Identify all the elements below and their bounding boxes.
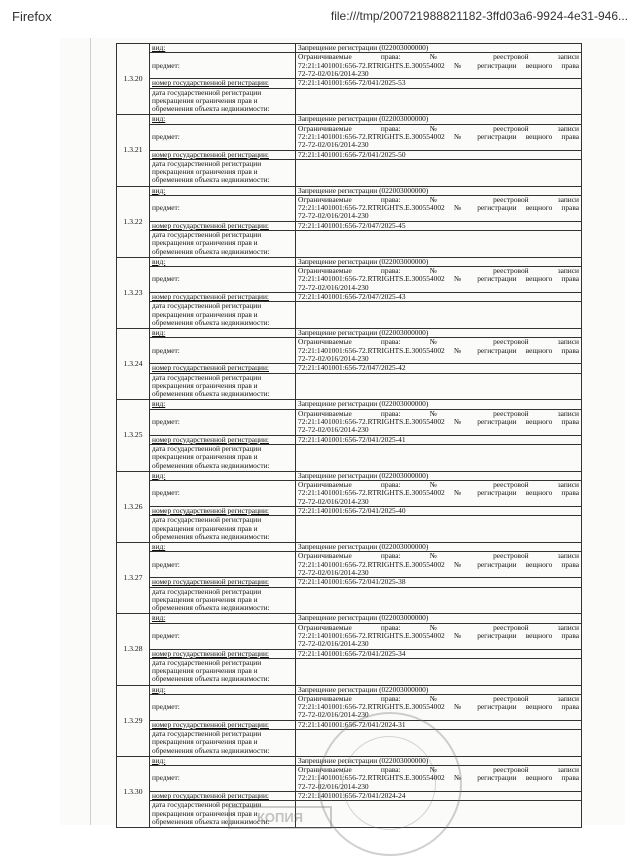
value-termination-date [296,516,582,543]
label-vid: вид: [150,44,296,53]
value-subject [296,124,582,150]
subject-line: 72:21:1401001:656-72.RTRIGHTS.E.300554002 № регистрации вещного права [298,630,579,640]
copy-stamp: КОПИЯ [228,806,332,829]
entry-row-subject [117,53,582,79]
value-vid: Запрещение регистрации (022003000000) [296,400,582,409]
entry-row-vid [117,186,582,195]
entry-number: 1.3.21 [117,115,150,186]
subject-line: Ограничиваемые права: № реестровой записи [298,266,579,276]
subject-line: 72-72-02/016/2014-230 [298,639,369,649]
entry-number: 1.3.27 [117,542,150,613]
subject-line: 72-72-02/016/2014-230 [298,781,369,791]
value-regnum: 72:21:1401001:656-72/041/2024-31 [296,720,582,729]
value-subject [296,552,582,578]
entry-row-termination-date [117,302,582,329]
label-termination-date: дата государственной регистрации прекращения ограничения прав и обременения объекта недвижимости: [150,445,296,472]
value-subject [296,53,582,79]
value-regnum: 72:21:1401001:656-72/041/2024-24 [296,792,582,801]
value-regnum: 72:21:1401001:656-72/041/2025-38 [296,578,582,587]
entry-number: 1.3.26 [117,471,150,542]
subject-line: 72-72-02/016/2014-230 [298,710,369,720]
label-regnum: номер государственной регистрации: [150,792,296,801]
label-regnum: номер государственной регистрации: [150,649,296,658]
entry-number: 1.3.24 [117,329,150,400]
subject-line: 72:21:1401001:656-72.RTRIGHTS.E.300554002 № регистрации вещного права [298,131,579,141]
value-termination-date [296,658,582,685]
label-termination-date: дата государственной регистрации прекращения ограничения прав и обременения объекта недвижимости: [150,587,296,614]
label-regnum: номер государственной регистрации: [150,150,296,159]
subject-line: 72-72-02/016/2014-230 [298,567,369,577]
label-regnum: номер государственной регистрации: [150,435,296,444]
entry-row-termination-date [117,88,582,115]
entry-row-subject [117,409,582,435]
value-termination-date [296,445,582,472]
label-regnum: номер государственной регистрации: [150,578,296,587]
entry-row-subject [117,338,582,364]
subject-line: Ограничиваемые права: № реестровой записи [298,337,579,347]
subject-line: Ограничиваемые права: № реестровой записи [298,694,579,703]
entry-number: 1.3.29 [117,685,150,756]
entry-row-vid [117,685,582,694]
entry-number: 1.3.30 [117,756,150,827]
entry-row-vid [117,329,582,338]
entry-row-regnum [117,578,582,587]
value-vid: Запрещение регистрации (022003000000) [296,685,582,694]
value-vid: Запрещение регистрации (022003000000) [296,471,582,480]
subject-line: 72:21:1401001:656-72.RTRIGHTS.E.300554002 № регистрации вещного права [298,559,579,569]
value-termination-date [296,231,582,258]
value-regnum: 72:21:1401001:656-72/047/2025-42 [296,364,582,373]
subject-line: 72:21:1401001:656-72.RTRIGHTS.E.300554002 № регистрации вещного права [298,203,579,213]
page-margin-line [90,38,91,825]
entry-row-regnum [117,506,582,515]
subject-line: 72:21:1401001:656-72.RTRIGHTS.E.300554002 № регистрации вещного права [298,488,579,498]
value-subject [296,694,582,720]
value-regnum: 72:21:1401001:656-72/047/2025-45 [296,221,582,230]
label-subject: предмет: [150,480,296,506]
label-subject: предмет: [150,766,296,792]
label-vid: вид: [150,614,296,623]
value-subject [296,338,582,364]
value-vid: Запрещение регистрации (022003000000) [296,115,582,124]
subject-line: 72:21:1401001:656-72.RTRIGHTS.E.300554002 № регистрации вещного права [298,417,579,426]
label-termination-date: дата государственной регистрации прекращения ограничения прав и обременения объекта недвижимости: [150,801,296,828]
subject-line: 72-72-02/016/2014-230 [298,282,369,292]
value-vid: Запрещение регистрации (022003000000) [296,44,582,53]
entry-row-termination-date [117,516,582,543]
entry-row-subject [117,195,582,221]
value-vid: Запрещение регистрации (022003000000) [296,186,582,195]
subject-line: 72-72-02/016/2014-230 [298,68,369,78]
subject-line: 72-72-02/016/2014-230 [298,496,369,506]
entry-row-regnum [117,649,582,658]
label-regnum: номер государственной регистрации: [150,79,296,88]
entry-row-subject [117,124,582,150]
value-regnum: 72:21:1401001:656-72/047/2025-43 [296,293,582,302]
label-subject: предмет: [150,623,296,649]
entry-row-regnum [117,435,582,444]
entry-row-regnum [117,364,582,373]
value-vid: Запрещение регистрации (022003000000) [296,257,582,266]
entry-row-subject [117,552,582,578]
subject-line: Ограничиваемые права: № реестровой записи [298,623,579,632]
label-regnum: номер государственной регистрации: [150,364,296,373]
label-termination-date: дата государственной регистрации прекращения ограничения прав и обременения объекта недвижимости: [150,730,296,757]
label-subject: предмет: [150,53,296,79]
official-seal-inner-ring [342,736,436,830]
value-subject [296,623,582,649]
value-subject [296,195,582,221]
entry-number: 1.3.20 [117,44,150,115]
entry-row-vid [117,400,582,409]
registration-table [116,43,582,828]
value-regnum: 72:21:1401001:656-72/041/2025-50 [296,150,582,159]
subject-line: 72-72-02/016/2014-230 [298,425,369,435]
subject-line: 72-72-02/016/2014-230 [298,354,369,364]
label-vid: вид: [150,400,296,409]
app-title: Firefox [12,9,52,24]
value-regnum: 72:21:1401001:656-72/041/2025-34 [296,649,582,658]
entry-row-regnum [117,221,582,230]
subject-line: Ограничиваемые права: № реестровой записи [298,409,579,418]
subject-line: 72:21:1401001:656-72.RTRIGHTS.E.300554002 № регистрации вещного права [298,702,579,712]
label-vid: вид: [150,115,296,124]
entry-row-vid [117,471,582,480]
entry-row-termination-date [117,231,582,258]
subject-line: Ограничиваемые права: № реестровой записи [298,124,579,133]
value-vid: Запрещение регистрации (022003000000) [296,614,582,623]
entry-row-vid [117,614,582,623]
label-vid: вид: [150,329,296,338]
entry-row-subject [117,480,582,506]
entry-row-subject [117,267,582,293]
entry-row-regnum [117,79,582,88]
label-vid: вид: [150,257,296,266]
label-termination-date: дата государственной регистрации прекращения ограничения прав и обременения объекта недвижимости: [150,516,296,543]
label-vid: вид: [150,186,296,195]
value-subject [296,480,582,506]
label-subject: предмет: [150,195,296,221]
entry-row-termination-date [117,373,582,400]
value-regnum: 72:21:1401001:656-72/041/2025-53 [296,79,582,88]
address-bar[interactable]: file:///tmp/200721988821182-3ffd03a6-9924-4e31-946... [330,9,628,23]
label-regnum: номер государственной регистрации: [150,221,296,230]
subject-line: 72:21:1401001:656-72.RTRIGHTS.E.300554002 № регистрации вещного права [298,274,579,284]
label-vid: вид: [150,756,296,765]
label-vid: вид: [150,542,296,551]
label-termination-date: дата государственной регистрации прекращения ограничения прав и обременения объекта недвижимости: [150,231,296,258]
label-termination-date: дата государственной регистрации прекращения ограничения прав и обременения объекта недвижимости: [150,658,296,685]
value-vid: Запрещение регистрации (022003000000) [296,756,582,765]
value-termination-date [296,159,582,186]
label-termination-date: дата государственной регистрации прекращения ограничения прав и обременения объекта недвижимости: [150,373,296,400]
subject-line: Ограничиваемые права: № реестровой записи [298,52,579,62]
value-regnum: 72:21:1401001:656-72/041/2025-41 [296,435,582,444]
entry-row-termination-date [117,587,582,614]
label-subject: предмет: [150,694,296,720]
entry-row-regnum [117,150,582,159]
value-vid: Запрещение регистрации (022003000000) [296,542,582,551]
subject-line: Ограничиваемые права: № реестровой записи [298,195,579,204]
label-subject: предмет: [150,552,296,578]
value-regnum: 72:21:1401001:656-72/041/2025-40 [296,506,582,515]
value-termination-date [296,302,582,329]
entry-number: 1.3.22 [117,186,150,257]
label-termination-date: дата государственной регистрации прекращения ограничения прав и обременения объекта недвижимости: [150,302,296,329]
entry-number: 1.3.28 [117,614,150,685]
subject-line: 72-72-02/016/2014-230 [298,140,369,150]
subject-line: 72:21:1401001:656-72.RTRIGHTS.E.300554002 № регистрации вещного права [298,345,579,355]
label-vid: вид: [150,685,296,694]
entry-row-subject [117,623,582,649]
entry-number: 1.3.25 [117,400,150,471]
value-termination-date [296,587,582,614]
subject-line: Ограничиваемые права: № реестровой записи [298,551,579,561]
label-termination-date: дата государственной регистрации прекращения ограничения прав и обременения объекта недвижимости: [150,88,296,115]
entry-row-termination-date [117,159,582,186]
entry-row-vid [117,257,582,266]
label-subject: предмет: [150,409,296,435]
value-vid: Запрещение регистрации (022003000000) [296,329,582,338]
label-regnum: номер государственной регистрации: [150,506,296,515]
value-subject [296,267,582,293]
label-termination-date: дата государственной регистрации прекращения ограничения прав и обременения объекта недвижимости: [150,159,296,186]
subject-line: Ограничиваемые права: № реестровой записи [298,765,579,775]
entry-row-vid [117,44,582,53]
subject-line: Ограничиваемые права: № реестровой записи [298,480,579,489]
subject-line: 72:21:1401001:656-72.RTRIGHTS.E.300554002 № регистрации вещного права [298,60,579,70]
value-termination-date [296,373,582,400]
entry-row-subject [117,694,582,720]
label-subject: предмет: [150,267,296,293]
label-subject: предмет: [150,124,296,150]
entry-row-regnum [117,293,582,302]
value-subject [296,409,582,435]
subject-line: 72-72-02/016/2014-230 [298,211,369,221]
label-subject: предмет: [150,338,296,364]
entry-row-termination-date [117,445,582,472]
subject-line: 72:21:1401001:656-72.RTRIGHTS.E.300554002 № регистрации вещного права [298,773,579,783]
entry-row-vid [117,542,582,551]
label-regnum: номер государственной регистрации: [150,293,296,302]
entry-row-termination-date [117,658,582,685]
label-vid: вид: [150,471,296,480]
entry-row-vid [117,115,582,124]
label-regnum: номер государственной регистрации: [150,720,296,729]
browser-titlebar [0,0,638,36]
entry-number: 1.3.23 [117,257,150,328]
value-termination-date [296,88,582,115]
